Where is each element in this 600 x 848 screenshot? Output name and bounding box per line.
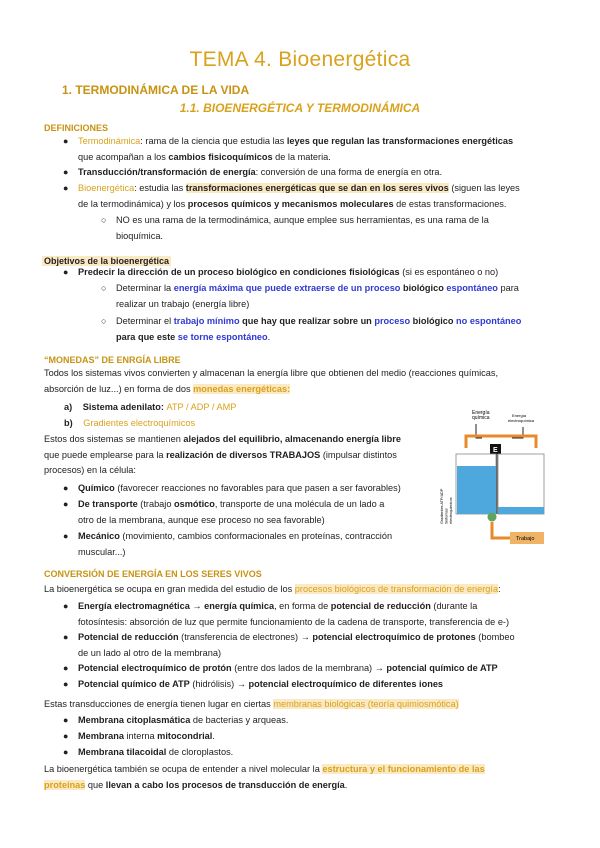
bullet: ●: [63, 632, 69, 642]
bullet: ●: [63, 715, 69, 725]
bullet: ●: [63, 747, 69, 757]
membranas-intro: Estas transducciones de energía tienen lugar en ciertas membranas biológicas (teoría quimiosmótica): [44, 699, 459, 709]
conversion-item-1: ● Energía electromagnética → energía química, en forma de potencial de reducción (durante la fotosíntesis: absorción de luz que permite funcionamiento de la cadena de transporte, transferencia de e-): [63, 601, 510, 627]
bullet: ●: [63, 167, 69, 177]
definicion-transduccion: ● Transducción/transformación de energía: conversión de una forma de energía en otra.: [78, 165, 558, 181]
bullet: ●: [63, 483, 69, 493]
label-energia-electroquimica: Energía electroquímica: [508, 413, 535, 423]
membrana-citoplasmatica: ● Membrana citoplasmática de bacterias y arqueas.: [78, 713, 578, 729]
moneda-adenilato: a) Sistema adenilato: ATP / ADP / AMP: [64, 402, 237, 412]
objetivo-trabajo-minimo: ○ Determinar el trabajo mínimo que hay que realizar sobre un proceso biológico no espontáneo para que este se torne espontáneo.: [101, 316, 522, 342]
right-water: [498, 507, 544, 514]
label-side: Gradientes ATP/ADPSistemaselectroquímicos: [440, 488, 453, 524]
conversion-intro: La bioenergética se ocupa en gran medida del estudio de los procesos biológicos de transformación de energía:: [44, 584, 501, 594]
trabajo-arrow: [492, 522, 510, 538]
section-heading: 1. TERMODINÁMICA DE LA VIDA: [62, 83, 250, 97]
label-trabajo: Trabajo: [516, 536, 535, 542]
energy-diagram: [436, 404, 566, 554]
bullet: ○: [101, 215, 107, 225]
bullet: ●: [63, 601, 69, 611]
bullet: ○: [101, 283, 107, 293]
bullet: ●: [63, 183, 69, 193]
bullet: ●: [63, 267, 69, 277]
left-water: [457, 466, 496, 514]
objetivos-heading: Objetivos de la bioenergética: [44, 256, 170, 266]
monedas-intro: Todos los sistemas vivos convierten y almacenan la energía libre que obtienen del medio (reacciones químicas, absorción de luz...) en forma de dos monedas energéticas:: [44, 368, 498, 394]
monedas-parrafo: Estos dos sistemas se mantienen alejados del equilibrio, almacenando energía libre que puede emplearse para la realización de diversos TRABAJOS (impulsar distintos procesos) en la célula:: [44, 434, 401, 475]
subsection-heading: 1.1. BIOENERGÉTICA Y TERMODINÁMICA: [179, 101, 421, 115]
monedas-heading: “MONEDAS” DE ENRGÍA LIBRE: [44, 355, 181, 365]
rotor-icon: [488, 513, 497, 522]
bullet: ●: [63, 731, 69, 741]
bullet: ●: [63, 499, 69, 509]
moneda-gradientes: b) Gradientes electroquímicos: [64, 418, 196, 428]
bullet: ●: [63, 679, 69, 689]
right-compartment: [498, 454, 544, 514]
conversion-heading: CONVERSIÓN DE ENERGÍA EN LOS SERES VIVOS: [44, 569, 262, 579]
definiciones-heading: DEFINICIONES: [44, 123, 109, 133]
proteinas-parrafo: La bioenergética también se ocupa de entender a nivel molecular la estructura y el funcionamiento de las proteínas que llevan a cabo los procesos de transducción de energía.: [44, 764, 485, 790]
conversion-item-3: ● Potencial electroquímico de protón (entre dos lados de la membrana) → potencial químico de ATP: [78, 661, 578, 677]
objetivo-predecir: ● Predecir la dirección de un proceso biológico en condiciones fisiológicas (si es espontáneo o no): [78, 265, 558, 281]
objetivo-energia-maxima: ○ Determinar la energía máxima que puede extraerse de un proceso biológico espontáneo para realizar un trabajo (energía libre): [101, 283, 519, 309]
trabajo-mecanico: ● Mecánico (movimiento, cambios conformacionales en proteínas, contracción muscular...): [63, 531, 393, 557]
bullet: ●: [63, 136, 69, 146]
bullet: ●: [63, 531, 69, 541]
trabajo-transporte: ● De transporte (trabajo osmótico, transporte de una molécula de un lado a otro de la membrana, aunque ese proceso no sea favorable): [63, 499, 385, 525]
membrana-tilacoidal: ● Membrana tilacoidal de cloroplastos.: [78, 745, 578, 761]
definicion-termodinamica: ● Termodinámica: rama de la ciencia que estudia las leyes que regulan las transformaciones energéticas que acompañan a los cambios fisicoquímicos de la materia.: [63, 136, 514, 162]
conversion-item-4: ● Potencial químico de ATP (hidrólisis) → potencial electroquímico de diferentes iones: [78, 677, 578, 693]
definicion-bioenergetica: ● Bioenergética: estudia las transformaciones energéticas que se dan en los seres vivos (siguen las leyes de la termodinámica) y los procesos químicos y mecanismos moleculares de estas transformaciones.: [63, 183, 520, 209]
page-title: TEMA 4. Bioenergética: [189, 48, 411, 71]
label-E: E: [493, 447, 498, 454]
trabajo-quimico: ● Químico (favorecer reacciones no favorables para que pasen a ser favorables): [78, 481, 438, 497]
bullet: ○: [101, 316, 107, 326]
definicion-nota: ○ NO es una rama de la termodinámica, aunque emplee sus herramientas, es una rama de la bioquímica.: [101, 215, 489, 241]
membrana-mitocondrial: ● Membrana interna mitocondrial.: [78, 729, 578, 745]
conversion-item-2: ● Potencial de reducción (transferencia de electrones) → potencial electroquímico de protones (bombeo de un lado al otro de la membrana): [63, 632, 515, 658]
label-energia-quimica: Energía química: [472, 410, 490, 421]
bullet: ●: [63, 663, 69, 673]
